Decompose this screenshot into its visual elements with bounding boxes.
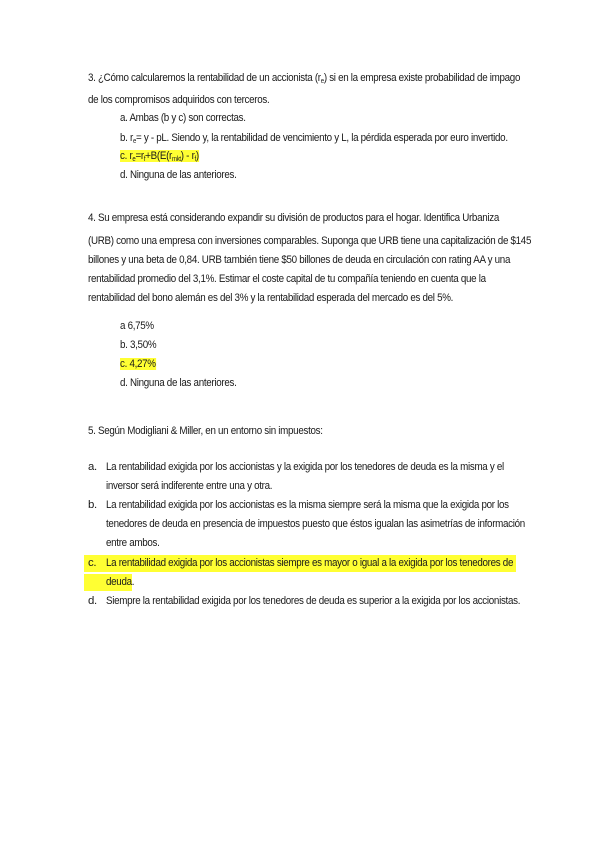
q5-option-a-line-1: La rentabilidad exigida por los accionistas y la exigida por los tenedores de deuda es la misma y el — [106, 461, 504, 473]
q5-option-b-line-3: entre ambos. — [106, 537, 160, 549]
q5-option-d-line-1: Siempre la rentabilidad exigida por los tenedores de deuda es superior a la exigida por los accionistas. — [106, 595, 521, 607]
q4-stem-line-4: rentabilidad promedio del 3,1%. Estimar el coste capital de tu compañía teniendo en cuenta que la — [88, 273, 486, 285]
q4-option-b: b. 3,50% — [120, 339, 157, 351]
q5-option-b-line-2: tenedores de deuda en presencia de impuestos puesto que éstos igualan las asimetrías de información — [106, 518, 525, 530]
q4-stem-line-3: billones y una beta de 0,84. URB también tiene $50 billones de deuda en circulación con rating AA y una — [88, 254, 511, 266]
q5-option-c-marker: c. — [88, 557, 97, 569]
q5-option-b-marker: b. — [88, 499, 97, 511]
q5-option-b-line-1: La rentabilidad exigida por los accionistas es la misma siempre será la misma que la exigida por los — [106, 499, 509, 511]
q4-option-d: d. Ninguna de las anteriores. — [120, 377, 237, 389]
q5-option-a-marker: a. — [88, 461, 97, 473]
q4-stem-line-5: rentabilidad del bono alemán es del 3% y la rentabilidad esperada del mercado es del 5%. — [88, 292, 454, 304]
q3-option-d: d. Ninguna de las anteriores. — [120, 169, 237, 181]
q5-option-d-marker: d. — [88, 595, 97, 607]
q3-stem-line-2: de los compromisos adquiridos con terceros. — [88, 94, 270, 106]
q5-option-c-line-2: deuda. — [106, 576, 135, 588]
q4-stem-line-2: (URB) como una empresa con inversiones comparables. Suponga que URB tiene una capitalización de $145 — [88, 235, 532, 247]
q5-option-c-line-1: La rentabilidad exigida por los accionistas siempre es mayor o igual a la exigida por los tenedores de — [106, 557, 514, 569]
q3-option-b: b. $r_e= y$ - pL. Siendo y, la rentabilidad de vencimiento y L, la pérdida esperada por euro invertido. — [120, 132, 508, 145]
q4-stem-line-1: 4. Su empresa está considerando expandir su división de productos para el hogar. Identifica Urbaniza — [88, 212, 499, 224]
q5-option-a-line-2: inversor será indiferente entre una y otra. — [106, 480, 273, 492]
q3-option-a: a. Ambas (b y c) son correctas. — [120, 112, 246, 124]
q3-option-c-correct: c. $r_e=r_f+B(E(r_{mkt}) - r_f)$ — [120, 150, 199, 163]
q3-stem-line-1: 3. ¿Cómo calcularemos la rentabilidad de un accionista $(r_e)$ si en la empresa existe probabilidad de impago — [88, 72, 521, 85]
q5-stem: 5. Según Modigliani & Miller, en un entorno sin impuestos: — [88, 425, 323, 437]
q4-option-a: a 6,75% — [120, 320, 154, 332]
q4-option-c-correct: c. 4,27% — [120, 358, 156, 370]
